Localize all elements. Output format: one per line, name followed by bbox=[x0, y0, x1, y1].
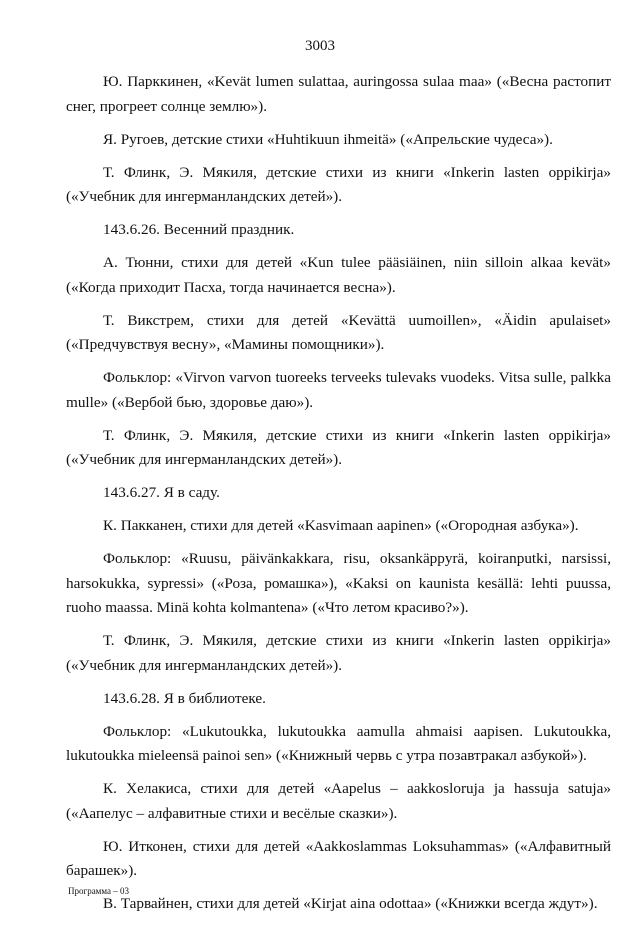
paragraph: Фольклор: «Ruusu, päivänkakkara, risu, oksankäppyrä, koiranputki, narsissi, harsokukka, sypressi» («Роза, ромашка»), «Kaksi on kaunista kesällä: lehti puussa, ruoho maassa. Minä kohta kolmantena» («Что летом красиво?»). bbox=[66, 550, 611, 616]
section-heading: 143.6.26. Весенний праздник. bbox=[103, 221, 295, 238]
paragraph: В. Тарвайнен, стихи для детей «Kirjat aina odottaa» («Книжки всегда ждут»). bbox=[103, 895, 598, 912]
paragraph: Фольклор: «Virvon varvon tuoreeks terveeks tulevaks vuodeks. Vitsa sulle, palkka mulle» («Вербой бью, здоровье даю»). bbox=[66, 369, 611, 411]
paragraph: Фольклор: «Lukutoukka, lukutoukka aamulla ahmaisi aapisen. Lukutoukka, lukutoukka mieleensä painoi sen» («Книжный червь с утра позавтракал азбукой»). bbox=[66, 722, 611, 764]
paragraph: Т. Флинк, Э. Мякиля, детские стихи из книги «Inkerin lasten oppikirja» («Учебник для ингерманландских детей»). bbox=[66, 632, 611, 674]
paragraph: Т. Флинк, Э. Мякиля, детские стихи из книги «Inkerin lasten oppikirja» («Учебник для ингерманландских детей»). bbox=[66, 163, 611, 205]
page-footer: Программа – 03 bbox=[68, 886, 130, 896]
page-number: 3003 bbox=[305, 38, 335, 54]
paragraph: Т. Флинк, Э. Мякиля, детские стихи из книги «Inkerin lasten oppikirja» («Учебник для ингерманландских детей»). bbox=[66, 426, 611, 468]
section-heading: 143.6.27. Я в саду. bbox=[103, 484, 220, 501]
section-heading: 143.6.28. Я в библиотеке. bbox=[103, 689, 266, 707]
paragraph: К. Хелакиса, стихи для детей «Aapelus – aakkosloruja ja hassuja satuja» («Аапелус – алфавитные стихи и весёлые сказки»). bbox=[66, 780, 611, 822]
paragraph: Ю. Итконен, стихи для детей «Aakkoslammas Loksuhammas» («Алфавитный барашек»). bbox=[66, 837, 611, 879]
document-body bbox=[66, 70, 611, 925]
paragraph: К. Пакканен, стихи для детей «Kasvimaan aapinen» («Огородная азбука»). bbox=[103, 517, 579, 534]
paragraph: Т. Викстрем, стихи для детей «Kevättä uumoillen», «Äidin apulaiset» («Предчувствуя весну», «Мамины помощники»). bbox=[66, 311, 611, 353]
paragraph: А. Тюнни, стихи для детей «Kun tulee pääsiäinen, niin silloin alkaa kevät» («Когда приходит Пасха, тогда начинается весна»). bbox=[66, 254, 611, 296]
paragraph: Я. Ругоев, детские стихи «Huhtikuun ihmeitä» («Апрельские чудеса»). bbox=[103, 130, 553, 148]
paragraph: Ю. Парккинен, «Kevät lumen sulattaa, auringossa sulaa maa» («Весна растопит снег, прогреет солнце землю»). bbox=[66, 73, 611, 115]
